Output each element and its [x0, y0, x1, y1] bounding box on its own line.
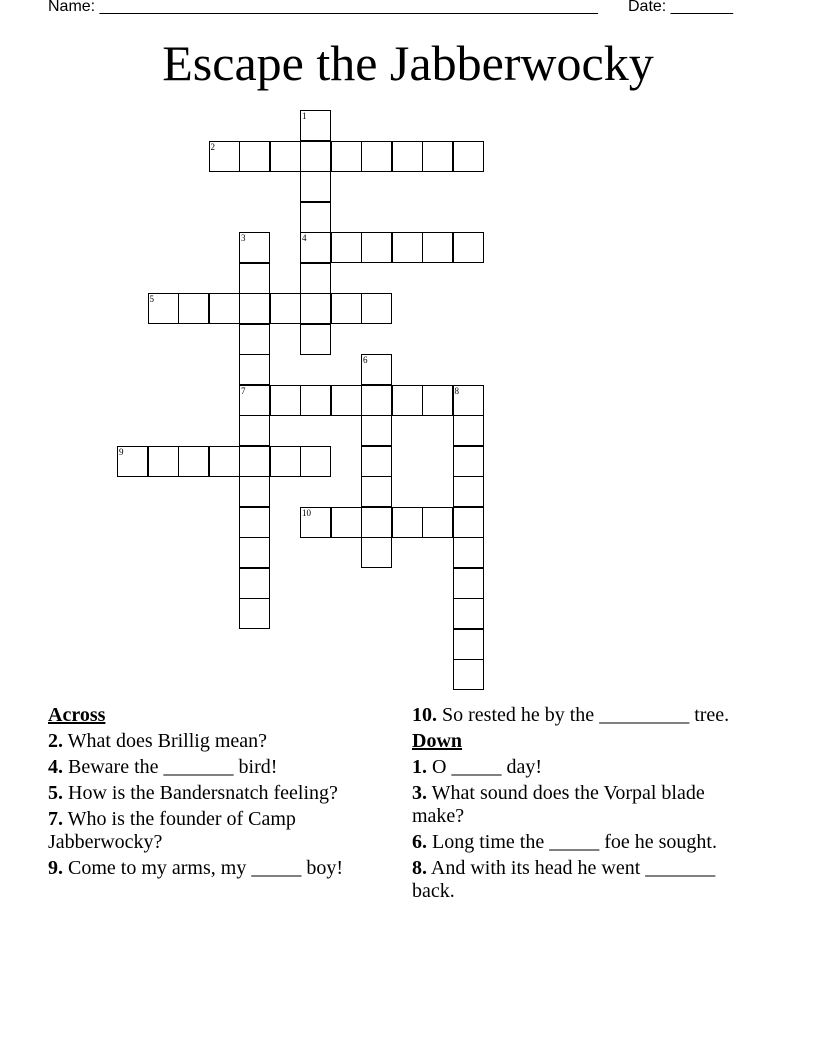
- grid-cell[interactable]: [239, 446, 270, 477]
- clue-number: 8.: [412, 857, 427, 879]
- clue-number-label: 7: [241, 385, 246, 396]
- clue-number: 1.: [412, 756, 427, 778]
- name-field: Name: ________________________________________________________: [48, 0, 598, 15]
- grid-cell[interactable]: [300, 202, 331, 233]
- grid-cell[interactable]: [300, 507, 331, 538]
- clue-number-label: 2: [210, 141, 215, 152]
- puzzle-title: Escape the Jabberwocky: [162, 35, 654, 91]
- clue-number: 9.: [48, 857, 63, 879]
- clue-across: [48, 782, 368, 805]
- grid-cell[interactable]: [209, 293, 240, 324]
- grid-cell[interactable]: [453, 476, 484, 507]
- grid-cell[interactable]: [148, 446, 179, 477]
- grid-cell[interactable]: [239, 324, 270, 355]
- grid-cell[interactable]: [239, 476, 270, 507]
- grid-cell[interactable]: [300, 171, 331, 202]
- grid-cell[interactable]: [453, 598, 484, 629]
- grid-cell[interactable]: [239, 598, 270, 629]
- grid-cell[interactable]: [453, 446, 484, 477]
- grid-cell[interactable]: [239, 537, 270, 568]
- grid-cell[interactable]: [239, 141, 270, 172]
- grid-cell[interactable]: [300, 293, 331, 324]
- grid-cell[interactable]: [239, 568, 270, 599]
- grid-cell[interactable]: [453, 507, 484, 538]
- grid-cell[interactable]: [270, 293, 301, 324]
- down-heading: Down: [412, 730, 463, 752]
- grid-cell[interactable]: [422, 232, 453, 263]
- clue-text: What sound does the Vorpal blade make?: [412, 782, 705, 827]
- clue-number-label: 5: [149, 294, 154, 304]
- clue-number: 5.: [48, 782, 63, 804]
- grid-cell[interactable]: [331, 293, 362, 324]
- grid-cell[interactable]: [361, 507, 392, 538]
- clue-number: 3.: [412, 782, 427, 804]
- grid-cell[interactable]: [270, 446, 301, 477]
- grid-cell[interactable]: [361, 293, 392, 324]
- grid-cell[interactable]: [453, 659, 484, 690]
- clue-across: [48, 808, 368, 854]
- grid-cell[interactable]: [422, 507, 453, 538]
- clue-number-label: 1: [302, 111, 307, 121]
- grid-cell[interactable]: [178, 446, 209, 477]
- grid-cell[interactable]: [453, 385, 484, 416]
- clue-number-label: 8: [454, 385, 459, 396]
- grid-cell[interactable]: [239, 263, 270, 294]
- clue-text: How is the Bandersnatch feeling?: [63, 782, 338, 804]
- grid-cell[interactable]: [239, 415, 270, 446]
- grid-cell[interactable]: [209, 446, 240, 477]
- clue-number-label: 4: [302, 233, 307, 243]
- grid-cell[interactable]: [361, 141, 392, 172]
- grid-cell[interactable]: [300, 324, 331, 355]
- grid-cell[interactable]: [300, 232, 331, 263]
- clue-text: Who is the founder of Camp Jabberwocky?: [48, 808, 296, 853]
- grid-cell[interactable]: [117, 446, 148, 477]
- clue-across: [412, 704, 757, 727]
- grid-cell[interactable]: [209, 141, 240, 172]
- clue-text: O _____ day!: [427, 756, 542, 778]
- clue-text: What does Brillig mean?: [63, 730, 268, 752]
- clue-across: [48, 730, 368, 753]
- grid-cell[interactable]: [239, 354, 270, 385]
- grid-cell[interactable]: [239, 385, 270, 416]
- grid-cell[interactable]: [361, 446, 392, 477]
- across-heading: Across: [48, 704, 106, 726]
- clue-number: 4.: [48, 756, 63, 778]
- grid-cell[interactable]: [453, 232, 484, 263]
- clue-text: Beware the _______ bird!: [63, 756, 278, 778]
- grid-cell[interactable]: [422, 385, 453, 416]
- grid-cell[interactable]: [392, 385, 423, 416]
- grid-cell[interactable]: [239, 293, 270, 324]
- grid-cell[interactable]: [453, 537, 484, 568]
- grid-cell[interactable]: [361, 476, 392, 507]
- grid-cell[interactable]: [453, 568, 484, 599]
- clue-number: 10.: [412, 704, 437, 726]
- grid-cell[interactable]: [331, 232, 362, 263]
- grid-cell[interactable]: [300, 141, 331, 172]
- grid-cell[interactable]: [361, 415, 392, 446]
- clue-text: So rested he by the _________ tree.: [437, 704, 730, 726]
- grid-cell[interactable]: [239, 507, 270, 538]
- grid-cell[interactable]: [300, 263, 331, 294]
- clue-across: [48, 857, 368, 880]
- grid-cell[interactable]: [392, 232, 423, 263]
- grid-cell[interactable]: [331, 141, 362, 172]
- grid-cell[interactable]: [148, 293, 179, 324]
- grid-cell[interactable]: [453, 141, 484, 172]
- grid-cell[interactable]: [392, 141, 423, 172]
- clue-number: 7.: [48, 808, 63, 830]
- clues-column-right: [412, 704, 757, 906]
- grid-cell[interactable]: [422, 141, 453, 172]
- grid-cell[interactable]: [392, 507, 423, 538]
- clues-column-left: [48, 704, 368, 883]
- clue-number-label: 9: [119, 446, 124, 457]
- grid-cell[interactable]: [453, 629, 484, 660]
- grid-cell[interactable]: [300, 110, 331, 141]
- clue-text: Come to my arms, my _____ boy!: [63, 857, 343, 879]
- clue-number: 2.: [48, 730, 63, 752]
- grid-cell[interactable]: [453, 415, 484, 446]
- grid-cell[interactable]: [300, 385, 331, 416]
- grid-cell[interactable]: [361, 232, 392, 263]
- grid-cell[interactable]: [239, 232, 270, 263]
- grid-cell[interactable]: [178, 293, 209, 324]
- clue-down: [412, 831, 757, 854]
- date-field: Date: _______: [628, 0, 733, 15]
- clue-across: [48, 756, 368, 779]
- grid-cell[interactable]: [270, 141, 301, 172]
- grid-cell[interactable]: [331, 507, 362, 538]
- clue-down: [412, 782, 757, 828]
- grid-cell[interactable]: [361, 354, 392, 385]
- clue-down: [412, 756, 757, 779]
- grid-cell[interactable]: [361, 385, 392, 416]
- clue-number-label: 6: [363, 355, 368, 365]
- clue-text: Long time the _____ foe he sought.: [427, 831, 717, 853]
- grid-cell[interactable]: [361, 537, 392, 568]
- clue-text: And with its head he went _______ back.: [412, 857, 716, 902]
- grid-cell[interactable]: [270, 385, 301, 416]
- clue-number-label: 3: [241, 233, 246, 243]
- clue-down: [412, 857, 757, 903]
- grid-cell[interactable]: [331, 385, 362, 416]
- clue-number: 6.: [412, 831, 427, 853]
- clue-number-label: 10: [302, 507, 311, 518]
- grid-cell[interactable]: [300, 446, 331, 477]
